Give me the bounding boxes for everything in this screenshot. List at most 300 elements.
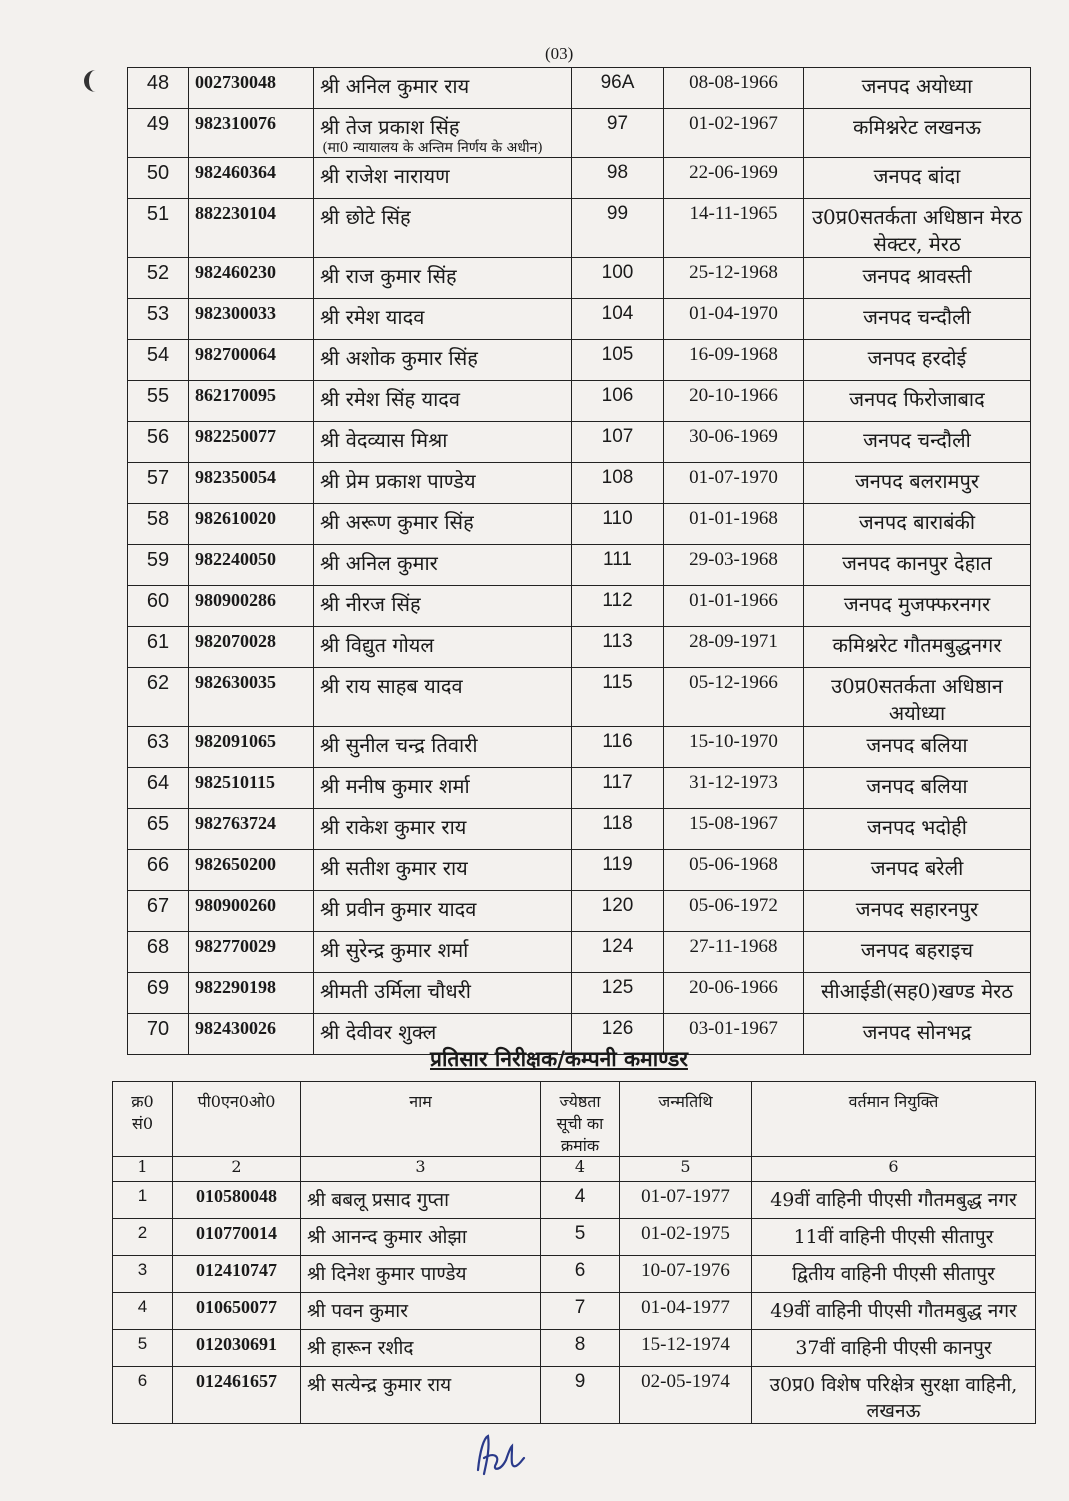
header-posting: वर्तमान नियुक्ति	[752, 1082, 1036, 1157]
pno-cell-text: 002730048	[195, 72, 276, 92]
name-cell	[314, 891, 572, 932]
posting-cell	[804, 109, 1031, 158]
dob-cell	[664, 463, 804, 504]
dob-cell-text: 15-08-1967	[689, 813, 778, 834]
table-row	[128, 850, 1031, 891]
seniority-cell	[572, 768, 664, 809]
pno-cell	[189, 258, 314, 299]
table-row	[113, 1182, 1036, 1219]
posting-cell-text: जनपद सहारनपुर	[855, 897, 979, 921]
dob-cell-text: 20-06-1966	[689, 977, 778, 998]
seniority-cell-text: 98	[606, 162, 629, 183]
dob-cell-text: 27-11-1968	[689, 936, 778, 957]
dob-cell-text: 01-07-1970	[689, 467, 778, 488]
dob-cell	[664, 109, 804, 158]
serial-number	[128, 545, 189, 586]
seniority-cell	[541, 1367, 620, 1424]
posting-cell-text: जनपद मुजफ्फरनगर	[843, 592, 991, 616]
posting-cell	[752, 1256, 1036, 1293]
pno-cell-text: 982250077	[195, 426, 276, 446]
name-cell-text: श्री राय साहब यादव	[320, 674, 463, 698]
dob-cell	[664, 258, 804, 299]
serial-number	[128, 668, 189, 727]
dob-cell	[664, 727, 804, 768]
name-cell-text: श्री अरूण कुमार सिंह	[320, 510, 474, 534]
name-cell	[314, 668, 572, 727]
pno-cell-text: 012030691	[196, 1334, 277, 1354]
pno-cell-text: 010580048	[196, 1186, 277, 1206]
name-cell	[314, 850, 572, 891]
serial-number	[128, 463, 189, 504]
dob-cell-text: 05-06-1972	[689, 895, 778, 916]
name-cell	[314, 809, 572, 850]
serial-number	[128, 727, 189, 768]
posting-cell	[804, 299, 1031, 340]
posting-cell-text: 11वीं वाहिनी पीएसी सीतापुर	[793, 1226, 994, 1248]
table-row	[128, 973, 1031, 1014]
seniority-cell	[572, 627, 664, 668]
seniority-cell-text: 100	[601, 262, 634, 283]
pno-cell	[189, 809, 314, 850]
serial-number	[128, 768, 189, 809]
seniority-cell	[572, 545, 664, 586]
table-row	[128, 158, 1031, 199]
posting-cell-text: जनपद बलरामपुर	[854, 469, 980, 493]
posting-cell	[804, 668, 1031, 727]
seniority-cell	[572, 381, 664, 422]
seniority-cell	[541, 1219, 620, 1256]
pno-cell	[189, 545, 314, 586]
name-cell-text: श्री आनन्द कुमार ओझा	[307, 1226, 467, 1248]
pno-cell	[189, 158, 314, 199]
table-row	[128, 668, 1031, 727]
pno-cell-text: 982091065	[195, 731, 276, 751]
pno-cell-text: 982430026	[195, 1018, 276, 1038]
dob-cell	[620, 1219, 752, 1256]
pno-cell-text: 862170095	[195, 385, 276, 405]
seniority-cell	[572, 158, 664, 199]
dob-cell	[664, 768, 804, 809]
seniority-cell-text: 105	[601, 344, 634, 365]
name-cell	[314, 381, 572, 422]
posting-cell	[752, 1367, 1036, 1424]
name-cell	[301, 1219, 541, 1256]
header-dob: जन्मतिथि	[620, 1082, 752, 1157]
pno-cell-text: 982460364	[195, 162, 276, 182]
officers-table-1	[127, 67, 1031, 1055]
posting-cell-text: जनपद चन्दौली	[863, 428, 971, 452]
posting-cell	[804, 850, 1031, 891]
name-cell	[314, 109, 572, 158]
seniority-cell-text: 8	[574, 1334, 586, 1355]
serial-number	[128, 973, 189, 1014]
serial-number	[128, 809, 189, 850]
dob-cell-text: 22-06-1969	[689, 162, 778, 183]
dob-cell-text: 30-06-1969	[689, 426, 778, 447]
pno-cell	[173, 1182, 301, 1219]
page-number: (03)	[545, 44, 574, 63]
table-row	[113, 1293, 1036, 1330]
pno-cell-text: 010650077	[196, 1297, 277, 1317]
pno-cell	[173, 1219, 301, 1256]
pno-cell	[173, 1256, 301, 1293]
posting-cell-text: जनपद सोनभद्र	[862, 1020, 972, 1044]
seniority-cell-text: 124	[601, 936, 634, 957]
pno-cell	[189, 340, 314, 381]
section-title: प्रतिसार निरीक्षक/कम्पनी कमाण्डर	[430, 1046, 688, 1071]
seniority-cell-text: 113	[602, 631, 633, 652]
table-row	[128, 891, 1031, 932]
serial-number	[128, 932, 189, 973]
dob-cell-text: 01-02-1975	[641, 1223, 730, 1244]
name-cell-text: श्री सुरेन्द्र कुमार शर्मा	[320, 938, 469, 962]
seniority-cell	[541, 1182, 620, 1219]
seniority-cell-text: 111	[603, 549, 632, 570]
pno-cell-text: 982700064	[195, 344, 276, 364]
serial-number-text: 56	[146, 426, 170, 448]
pno-cell	[189, 768, 314, 809]
seniority-cell-text: 99	[606, 203, 629, 224]
name-cell	[314, 199, 572, 258]
column-number: 1	[113, 1157, 173, 1182]
seniority-cell	[572, 199, 664, 258]
serial-number-text: 54	[146, 344, 170, 366]
serial-number-text: 4	[137, 1297, 148, 1316]
name-cell-text: श्री प्रवीन कुमार यादव	[320, 897, 477, 921]
dob-cell-text: 05-06-1968	[689, 854, 778, 875]
column-number-row	[113, 1157, 1036, 1182]
posting-cell-text: 49वीं वाहिनी पीएसी गौतमबुद्ध नगर	[770, 1189, 1017, 1211]
serial-number	[113, 1182, 173, 1219]
name-cell-text: श्री अनिल कुमार राय	[320, 74, 470, 98]
header-row	[113, 1082, 1036, 1157]
dob-cell	[620, 1256, 752, 1293]
name-cell-text: श्री बबलू प्रसाद गुप्ता	[307, 1189, 450, 1211]
name-cell-text: श्री राजेश नारायण	[320, 164, 450, 188]
dob-cell-text: 29-03-1968	[689, 549, 778, 570]
seniority-cell-text: 118	[602, 813, 633, 834]
dob-cell-text: 16-09-1968	[689, 344, 778, 365]
name-cell	[301, 1330, 541, 1367]
name-cell	[301, 1367, 541, 1424]
serial-number-text: 59	[146, 549, 170, 571]
posting-cell-text: उ0प्र0सतर्कता अधिष्ठान अयोध्या	[831, 674, 1003, 725]
name-cell	[314, 973, 572, 1014]
table-row	[128, 68, 1031, 109]
seniority-cell-text: 126	[601, 1018, 634, 1039]
pno-cell-text: 012461657	[196, 1371, 277, 1391]
pno-cell-text: 982610020	[195, 508, 276, 528]
serial-number-text: 69	[146, 977, 170, 999]
seniority-cell-text: 5	[574, 1223, 586, 1244]
posting-cell-text: जनपद बाराबंकी	[858, 510, 976, 534]
pno-cell	[189, 504, 314, 545]
name-cell-text: श्री वेदव्यास मिश्रा	[320, 428, 448, 452]
serial-number-text: 48	[146, 72, 170, 94]
pno-cell	[189, 727, 314, 768]
dob-cell-text: 15-12-1974	[641, 1334, 730, 1355]
name-cell-text: श्री छोटे सिंह	[320, 205, 411, 229]
posting-cell-text: जनपद बरेली	[870, 856, 964, 880]
posting-cell-text: कमिश्नरेट लखनऊ	[853, 115, 981, 139]
dob-cell-text: 25-12-1968	[689, 262, 778, 283]
posting-cell	[804, 68, 1031, 109]
seniority-cell-text: 104	[601, 303, 634, 324]
serial-number	[113, 1367, 173, 1424]
name-cell-text: श्री अनिल कुमार	[320, 551, 438, 575]
name-cell	[314, 463, 572, 504]
name-cell-text: श्री राकेश कुमार राय	[320, 815, 467, 839]
posting-cell-text: जनपद बलिया	[866, 774, 968, 798]
serial-number-text: 58	[146, 508, 170, 530]
posting-cell	[804, 422, 1031, 463]
pno-cell	[189, 1014, 314, 1055]
table-row	[113, 1256, 1036, 1293]
posting-cell	[752, 1330, 1036, 1367]
table-row	[128, 199, 1031, 258]
serial-number-text: 62	[146, 672, 170, 694]
seniority-cell-text: 108	[601, 467, 634, 488]
name-cell	[314, 586, 572, 627]
pno-cell-text: 980900286	[195, 590, 276, 610]
dob-cell	[664, 668, 804, 727]
header-pno: पी0एन0ओ0	[173, 1082, 301, 1157]
dob-cell	[664, 586, 804, 627]
table-row	[128, 586, 1031, 627]
serial-number	[113, 1293, 173, 1330]
name-cell-text: श्री सतीश कुमार राय	[320, 856, 468, 880]
posting-cell-text: उ0प्र0 विशेष परिक्षेत्र सुरक्षा वाहिनी, लखनऊ	[769, 1374, 1018, 1422]
seniority-cell-text: 119	[602, 854, 633, 875]
name-cell-text: श्री रमेश सिंह यादव	[320, 387, 460, 411]
column-number: 6	[752, 1157, 1036, 1182]
serial-number-text: 60	[146, 590, 170, 612]
pno-cell-text: 982290198	[195, 977, 276, 997]
header-sn: क्र0 सं0	[113, 1082, 173, 1157]
posting-cell-text: जनपद अयोध्या	[861, 74, 973, 98]
dob-cell	[664, 299, 804, 340]
name-cell	[314, 68, 572, 109]
column-number: 4	[541, 1157, 620, 1182]
posting-cell-text: उ0प्र0सतर्कता अधिष्ठान मेरठ सेक्टर, मेरठ	[812, 205, 1022, 256]
serial-number	[113, 1256, 173, 1293]
posting-cell	[804, 340, 1031, 381]
serial-number	[128, 109, 189, 158]
table-row	[128, 463, 1031, 504]
serial-number	[128, 381, 189, 422]
seniority-cell-text: 115	[602, 672, 633, 693]
seniority-cell-text: 125	[601, 977, 634, 998]
pno-cell	[173, 1293, 301, 1330]
posting-cell-text: जनपद कानपुर देहात	[842, 551, 992, 575]
pno-cell-text: 982763724	[195, 813, 276, 833]
dob-cell-text: 01-01-1968	[689, 508, 778, 529]
pno-cell	[189, 381, 314, 422]
pno-cell	[189, 68, 314, 109]
dob-cell-text: 15-10-1970	[689, 731, 778, 752]
posting-cell	[804, 973, 1031, 1014]
serial-number-text: 67	[146, 895, 170, 917]
table-row	[128, 109, 1031, 158]
posting-cell-text: जनपद हरदोई	[867, 346, 967, 370]
serial-number	[128, 850, 189, 891]
name-cell-text: श्रीमती उर्मिला चौधरी	[320, 979, 471, 1003]
pno-cell	[189, 586, 314, 627]
pno-cell	[189, 668, 314, 727]
posting-cell-text: जनपद बांदा	[873, 164, 961, 188]
pno-cell	[173, 1367, 301, 1424]
seniority-cell	[572, 109, 664, 158]
dob-cell-text: 28-09-1971	[689, 631, 778, 652]
posting-cell-text: 49वीं वाहिनी पीएसी गौतमबुद्ध नगर	[770, 1300, 1017, 1322]
dob-cell-text: 08-08-1966	[689, 72, 778, 93]
dob-cell	[620, 1330, 752, 1367]
serial-number-text: 55	[146, 385, 170, 407]
dob-cell	[620, 1367, 752, 1424]
seniority-cell-text: 6	[574, 1260, 586, 1281]
pno-cell-text: 982460230	[195, 262, 276, 282]
name-cell	[314, 932, 572, 973]
name-cell-text: श्री नीरज सिंह	[320, 592, 421, 616]
table-row	[128, 809, 1031, 850]
serial-number	[128, 891, 189, 932]
seniority-cell	[572, 727, 664, 768]
table-row	[128, 299, 1031, 340]
name-cell	[314, 504, 572, 545]
posting-cell	[804, 891, 1031, 932]
table-row	[128, 768, 1031, 809]
serial-number	[128, 627, 189, 668]
posting-cell-text: जनपद श्रावस्ती	[862, 264, 972, 288]
pno-cell-text: 982300033	[195, 303, 276, 323]
name-cell-text: श्री दिनेश कुमार पाण्डेय	[307, 1263, 467, 1285]
dob-cell	[620, 1293, 752, 1330]
pno-cell-text: 982510115	[195, 772, 276, 792]
name-cell	[314, 545, 572, 586]
posting-cell	[804, 932, 1031, 973]
column-number: 5	[620, 1157, 752, 1182]
dob-cell-text: 31-12-1973	[689, 772, 778, 793]
table-row	[128, 340, 1031, 381]
serial-number-text: 53	[146, 303, 170, 325]
serial-number-text: 66	[146, 854, 170, 876]
pno-cell-text: 012410747	[196, 1260, 277, 1280]
pno-cell	[189, 627, 314, 668]
seniority-cell	[541, 1256, 620, 1293]
name-cell	[314, 299, 572, 340]
dob-cell-text: 02-05-1974	[641, 1371, 730, 1392]
seniority-cell	[541, 1293, 620, 1330]
pno-cell	[189, 299, 314, 340]
posting-cell-text: जनपद फिरोजाबाद	[849, 387, 985, 411]
serial-number	[128, 340, 189, 381]
serial-number-text: 51	[146, 203, 170, 225]
serial-number-text: 5	[137, 1334, 148, 1353]
officers-table-2	[112, 1081, 1036, 1424]
serial-number-text: 6	[137, 1371, 148, 1390]
seniority-cell	[572, 891, 664, 932]
table-row	[128, 504, 1031, 545]
name-cell-text: श्री मनीष कुमार शर्मा	[320, 774, 470, 798]
name-cell	[314, 422, 572, 463]
dob-cell-text: 01-04-1970	[689, 303, 778, 324]
dob-cell	[664, 340, 804, 381]
pno-cell	[189, 199, 314, 258]
table-row	[113, 1219, 1036, 1256]
posting-cell	[752, 1293, 1036, 1330]
dob-cell	[664, 381, 804, 422]
serial-number-text: 63	[146, 731, 170, 753]
serial-number	[113, 1330, 173, 1367]
serial-number	[128, 299, 189, 340]
serial-number	[128, 422, 189, 463]
seniority-cell-text: 96A	[600, 72, 635, 93]
posting-cell	[752, 1219, 1036, 1256]
dob-cell	[664, 68, 804, 109]
posting-cell	[804, 381, 1031, 422]
table-row	[128, 932, 1031, 973]
serial-number	[128, 586, 189, 627]
seniority-cell	[572, 299, 664, 340]
seniority-cell	[572, 422, 664, 463]
seniority-cell-text: 97	[606, 113, 629, 134]
seniority-cell-text: 110	[602, 508, 633, 529]
name-cell-text: श्री सुनील चन्द्र तिवारी	[320, 733, 478, 757]
seniority-cell-text: 116	[602, 731, 633, 752]
dob-cell	[664, 199, 804, 258]
column-number: 2	[173, 1157, 301, 1182]
posting-cell-text: जनपद भदोही	[867, 815, 967, 839]
pno-cell	[189, 109, 314, 158]
pno-cell-text: 982350054	[195, 467, 276, 487]
name-cell-text: श्री देवीवर शुक्ल	[320, 1020, 437, 1044]
dob-cell-text: 03-01-1967	[689, 1018, 778, 1039]
pno-cell	[189, 973, 314, 1014]
name-cell	[314, 340, 572, 381]
name-cell	[314, 727, 572, 768]
seniority-cell	[572, 809, 664, 850]
dob-cell-text: 01-07-1977	[641, 1186, 730, 1207]
posting-cell-text: सीआईडी(सह0)खण्ड मेरठ	[821, 979, 1013, 1003]
punch-hole-mark	[84, 70, 107, 92]
serial-number-text: 50	[146, 162, 170, 184]
seniority-cell	[572, 850, 664, 891]
serial-number	[128, 258, 189, 299]
pno-cell-text: 010770014	[196, 1223, 277, 1243]
seniority-cell	[572, 463, 664, 504]
pno-cell-text: 882230104	[195, 203, 276, 223]
pno-cell	[189, 422, 314, 463]
name-cell-text: श्री पवन कुमार	[307, 1300, 408, 1322]
name-cell-text: श्री राज कुमार सिंह	[320, 264, 457, 288]
table-row	[128, 258, 1031, 299]
pno-cell-text: 982310076	[195, 113, 276, 133]
seniority-cell	[572, 258, 664, 299]
dob-cell-text: 01-04-1977	[641, 1297, 730, 1318]
signature-mark	[470, 1430, 530, 1480]
table-row	[128, 627, 1031, 668]
name-cell	[301, 1182, 541, 1219]
seniority-cell	[572, 504, 664, 545]
posting-cell	[804, 586, 1031, 627]
dob-cell	[664, 627, 804, 668]
pno-cell-text: 982240050	[195, 549, 276, 569]
serial-number-text: 68	[146, 936, 170, 958]
posting-cell	[804, 727, 1031, 768]
posting-cell-text: कमिश्नरेट गौतमबुद्धनगर	[832, 633, 1002, 657]
serial-number-text: 70	[146, 1018, 170, 1040]
seniority-cell	[572, 68, 664, 109]
